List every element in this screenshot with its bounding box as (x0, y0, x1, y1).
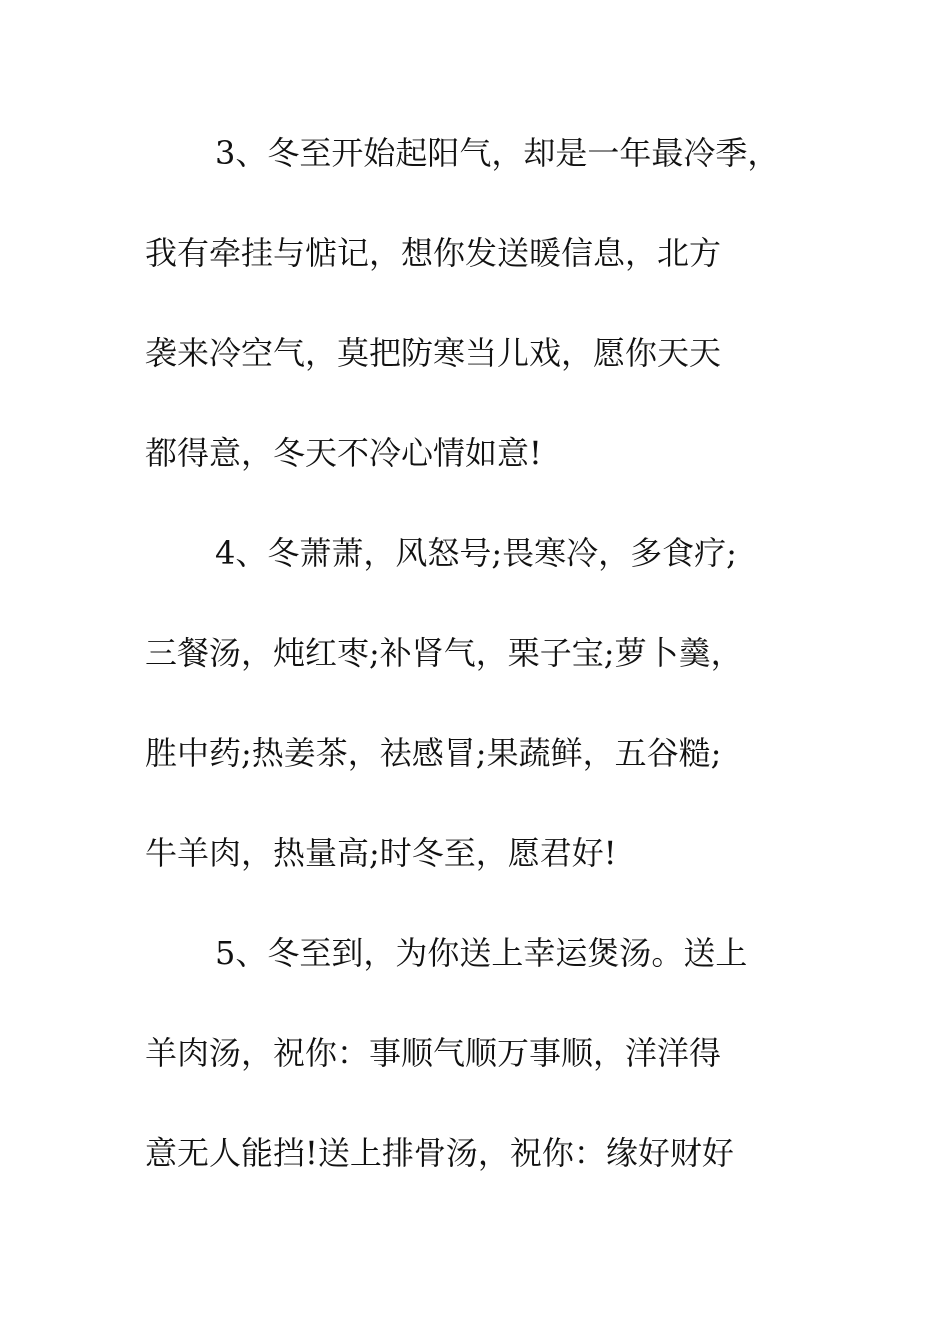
paragraph-5-line-3: 意无人能挡!送上排骨汤，祝你：缘好财好 (145, 1134, 734, 1172)
paragraph-3-line-3: 袭来冷空气，莫把防寒当儿戏，愿你天天 (145, 334, 722, 372)
document-body (145, 128, 825, 1228)
paragraph-3-line-1: 3、冬至开始起阳气，却是一年最冷季， (215, 134, 780, 172)
paragraph-4-line-4: 牛羊肉，热量高;时冬至，愿君好! (145, 834, 617, 872)
paragraph-3-line-2: 我有牵挂与惦记，想你发送暖信息，北方 (145, 234, 722, 272)
paragraph-4-line-3: 胜中药;热姜茶，祛感冒;果蔬鲜，五谷糙; (145, 734, 722, 772)
paragraph-4-line-2: 三餐汤，炖红枣;补肾气，栗子宝;萝卜羹， (145, 634, 743, 672)
paragraph-3-line-4: 都得意，冬天不冷心情如意! (145, 434, 542, 472)
paragraph-5-line-2: 羊肉汤，祝你：事顺气顺万事顺，洋洋得 (145, 1034, 722, 1072)
paragraph-4-line-1: 4、冬萧萧，风怒号;畏寒冷，多食疗; (215, 534, 737, 572)
paragraph-5-line-1: 5、冬至到，为你送上幸运煲汤。送上 (215, 934, 748, 972)
